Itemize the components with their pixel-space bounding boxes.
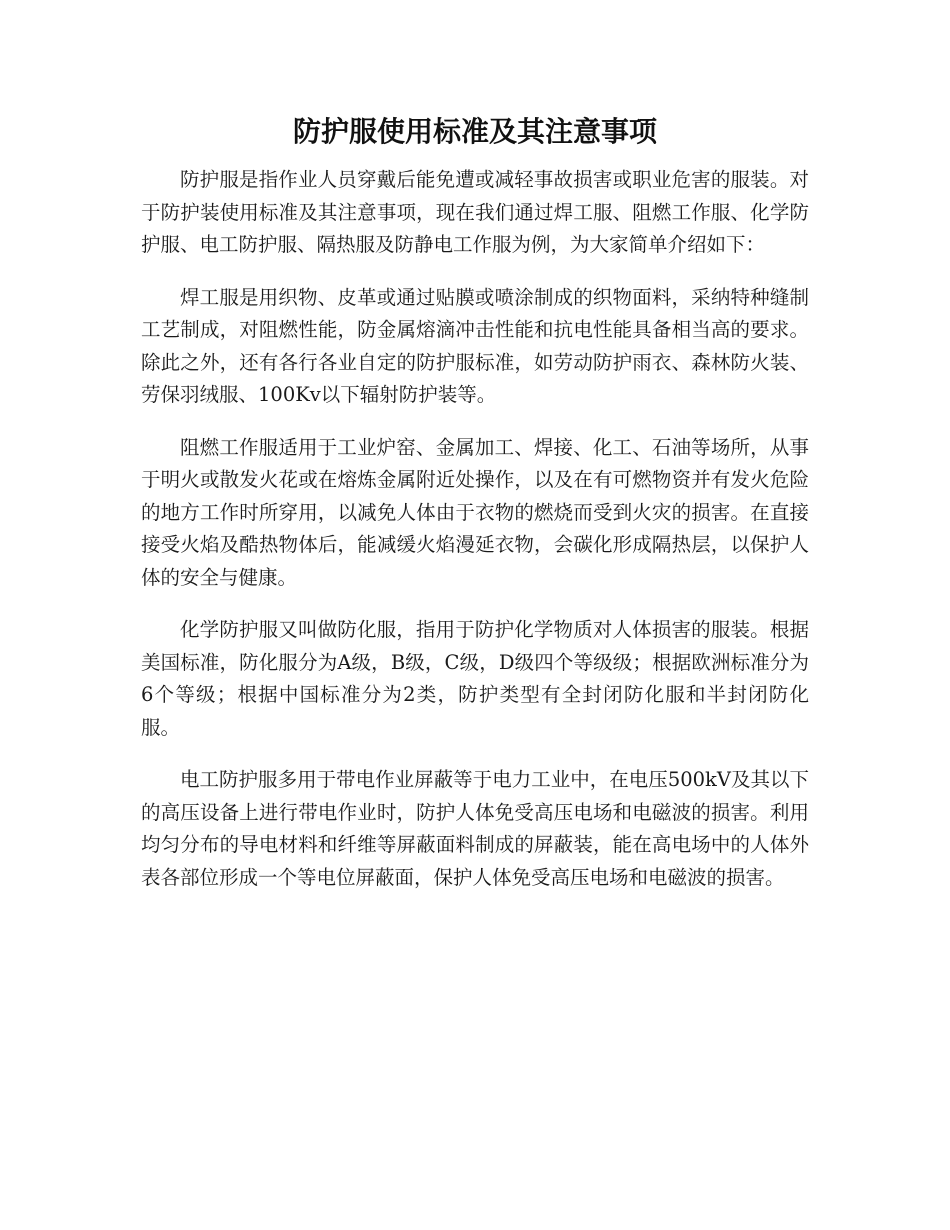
paragraph-chemical-protective-suit: 化学防护服又叫做防化服，指用于防护化学物质对人体损害的服装。根据美国标准，防化服分为A级，B级，C级，D级四个等级级；根据欧洲标准分为6个等级；根据中国标准分为2类，防护类型有全封闭防化服和半封闭防化服。	[141, 618, 809, 739]
document-title: 防护服使用标准及其注意事项	[292, 115, 657, 148]
paragraph-flame-retardant-suit: 阻燃工作服适用于工业炉窑、金属加工、焊接、化工、石油等场所，从事于明火或散发火花或在熔炼金属附近处操作，以及在有可燃物资并有发火危险的地方工作时所穿用，以减免人体由于衣物的燃烧而受到火灾的损害。在直接接受火焰及酷热物体后，能减缓火焰漫延衣物，会碳化形成隔热层，以保护人体的安全与健康。	[141, 435, 809, 589]
document-body	[141, 164, 809, 914]
paragraph-electrical-protective-suit: 电工防护服多用于带电作业屏蔽等于电力工业中，在电压500kV及其以下的高压设备上进行带电作业时，防护人体免受高压电场和电磁波的损害。利用均匀分布的导电材料和纤维等屏蔽面料制成的屏蔽装，能在高电场中的人体外表各部位形成一个等电位屏蔽面，保护人体免受高压电场和电磁波的损害。	[141, 768, 809, 889]
paragraph-welding-suit: 焊工服是用织物、皮革或通过贴膜或喷涂制成的织物面料，采纳特种缝制工艺制成，对阻燃性能，防金属熔滴冲击性能和抗电性能具备相当高的要求。除此之外，还有各行各业自定的防护服标准，如劳动防护雨衣、森林防火装、劳保羽绒服、100Kv以下辐射防护装等。	[141, 285, 809, 406]
paragraph-intro: 防护服是指作业人员穿戴后能免遭或减轻事故损害或职业危害的服装。对于防护装使用标准及其注意事项，现在我们通过焊工服、阻燃工作服、化学防护服、电工防护服、隔热服及防静电工作服为例，为大家简单介绍如下：	[141, 168, 809, 256]
